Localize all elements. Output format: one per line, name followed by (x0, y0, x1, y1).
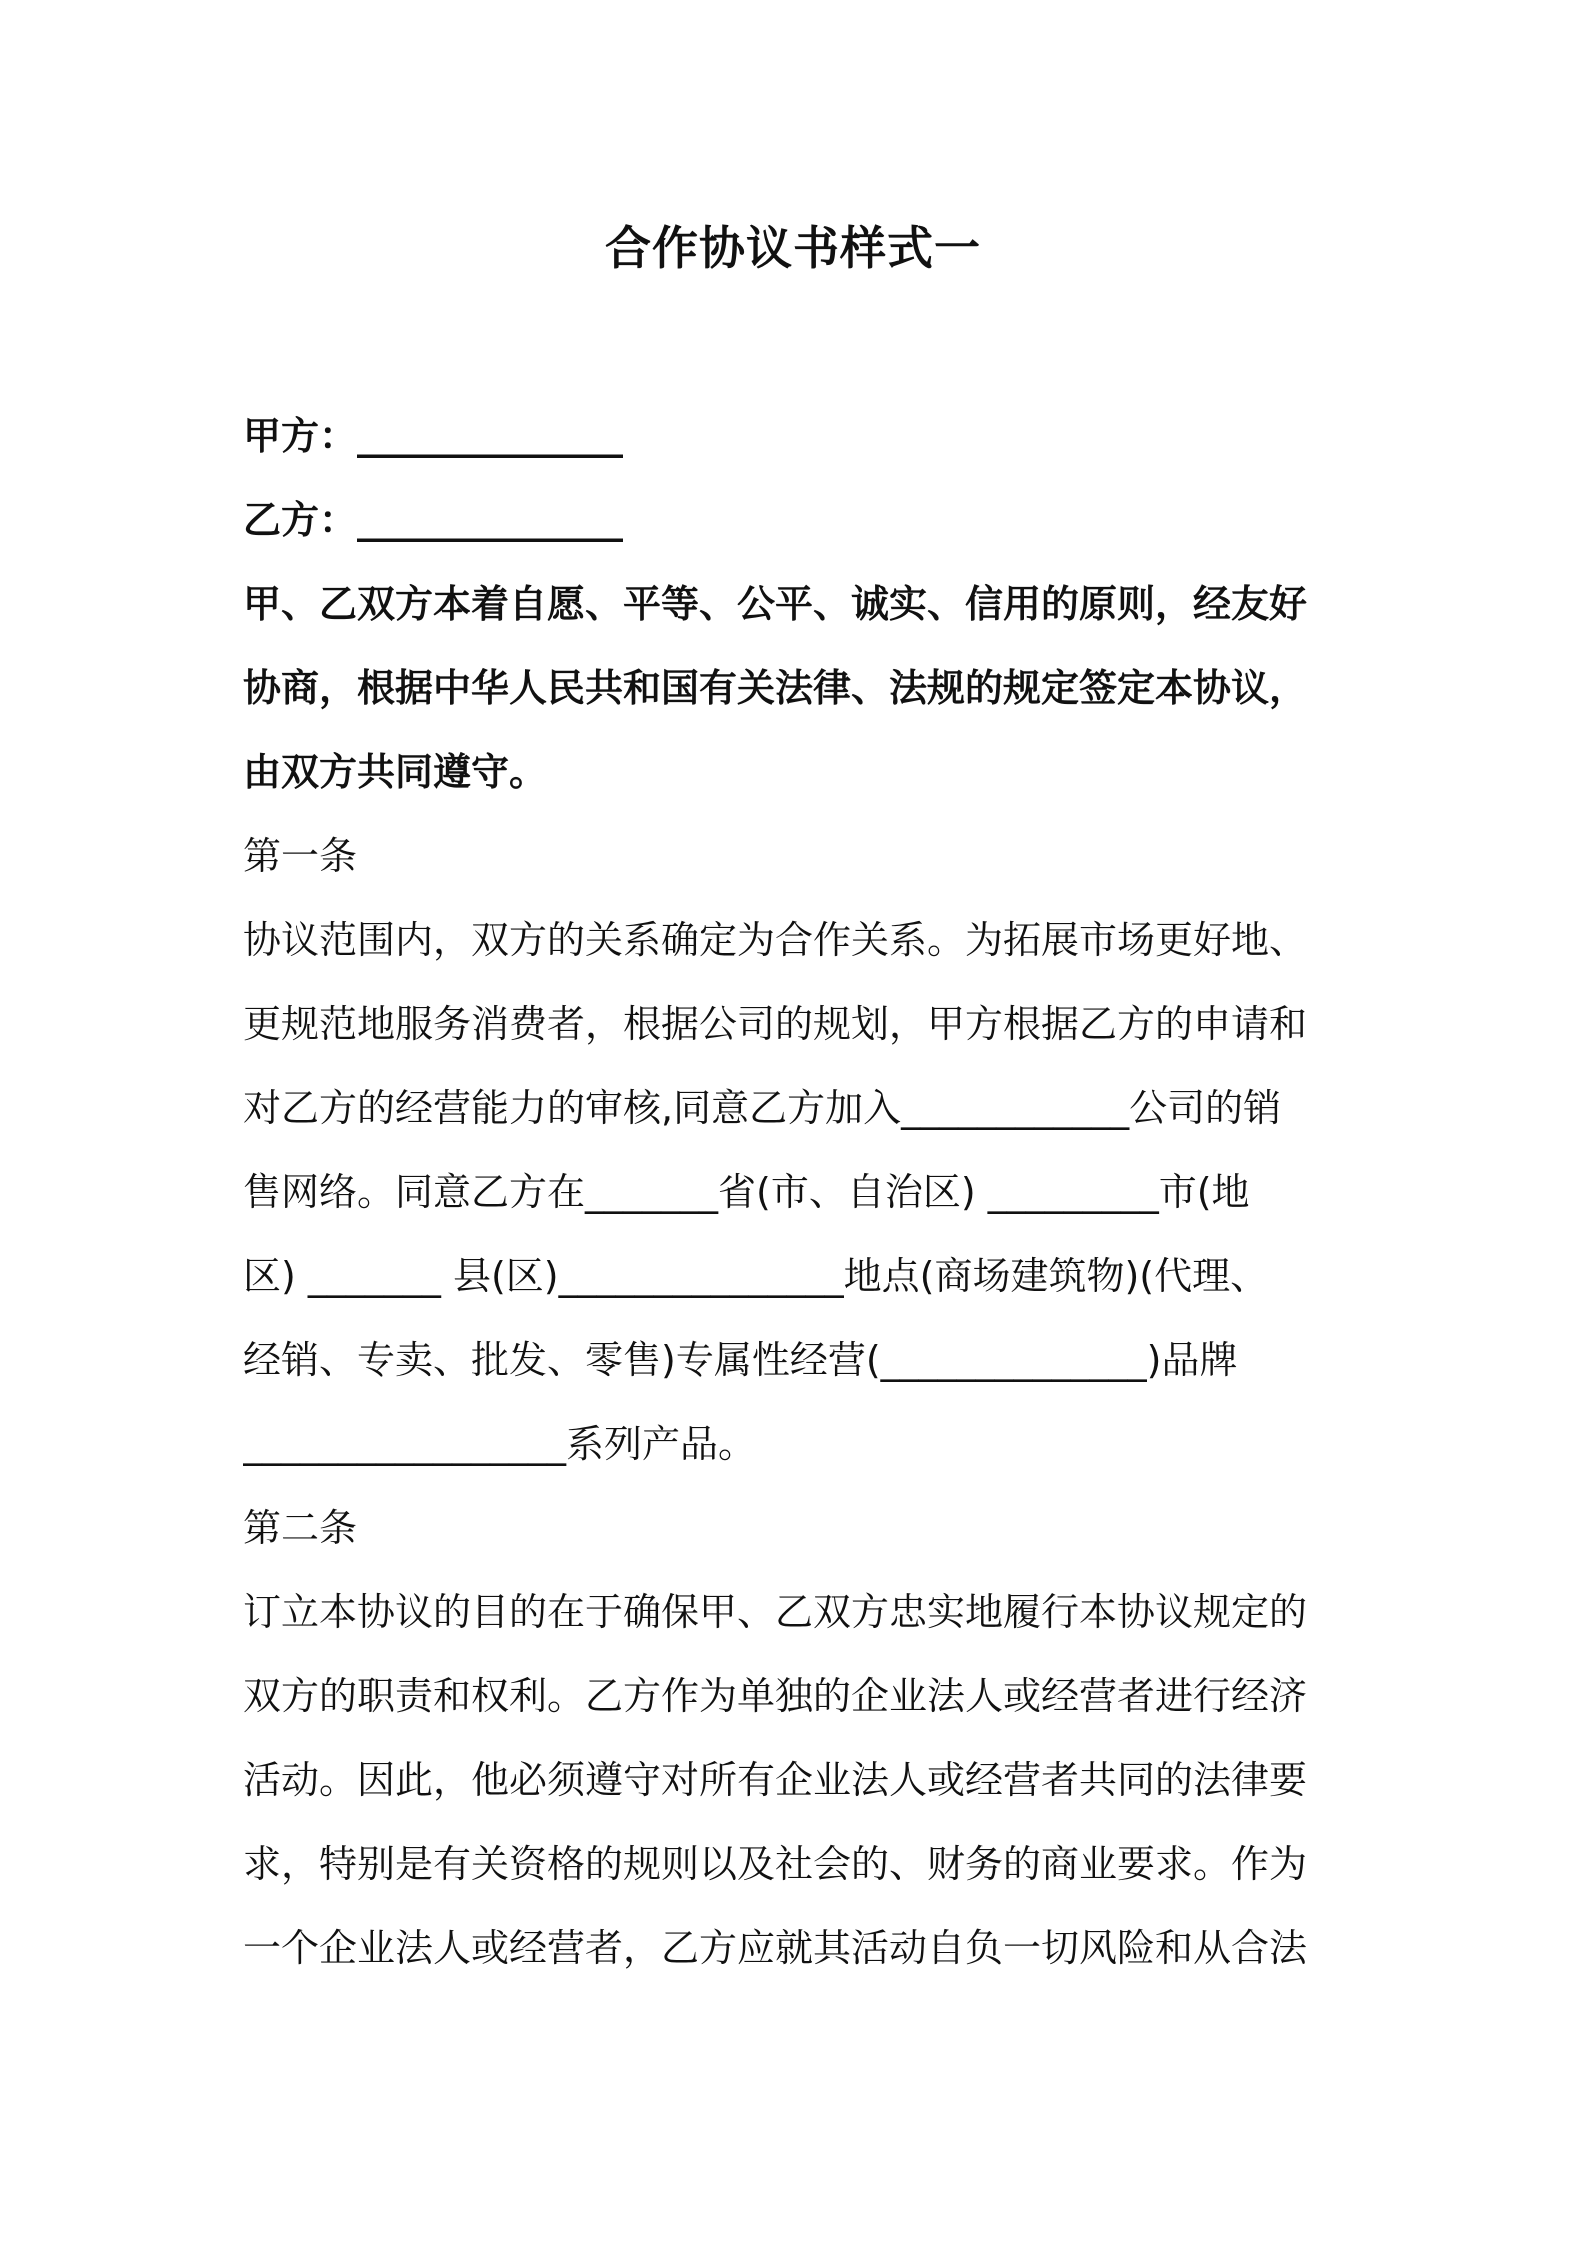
article-1-line: 经销、专卖、批发、零售)专属性经营(______________)品牌 (243, 1338, 1238, 1382)
article-1-line: _________________系列产品。 (243, 1422, 757, 1466)
article-1-line: 更规范地服务消费者，根据公司的规划，甲方根据乙方的申请和 (243, 1002, 1308, 1046)
article-2-line: 双方的职责和权利。乙方作为单独的企业法人或经营者进行经济 (243, 1674, 1308, 1718)
article-1-line: 区) _______ 县(区)_______________地点(商场建筑物)(代理、 (243, 1254, 1269, 1298)
preamble-line: 甲、乙双方本着自愿、平等、公平、诚实、信用的原则，经友好 (243, 582, 1308, 626)
document-title: 合作协议书样式一 (605, 221, 981, 275)
party-b-line: 乙方：______________ (243, 498, 624, 542)
article-1-line: 售网络。同意乙方在_______省(市、自治区) _________市(地 (243, 1170, 1250, 1214)
article-2-line: 活动。因此，他必须遵守对所有企业法人或经营者共同的法律要 (243, 1758, 1308, 1802)
preamble-line: 协商，根据中华人民共和国有关法律、法规的规定签定本协议， (243, 666, 1308, 710)
party-a-line: 甲方：______________ (243, 414, 624, 458)
article-2-line: 订立本协议的目的在于确保甲、乙双方忠实地履行本协议规定的 (243, 1590, 1308, 1634)
article-1-line: 协议范围内，双方的关系确定为合作关系。为拓展市场更好地、 (243, 918, 1308, 962)
article-2-line: 一个企业法人或经营者，乙方应就其活动自负一切风险和从合法 (243, 1926, 1308, 1970)
article-1-line: 对乙方的经营能力的审核,同意乙方加入____________公司的销 (243, 1086, 1282, 1130)
article-1-heading: 第一条 (243, 834, 358, 878)
preamble-line: 由双方共同遵守。 (243, 750, 548, 794)
article-2-heading: 第二条 (243, 1506, 358, 1550)
article-2-line: 求，特别是有关资格的规则以及社会的、财务的商业要求。作为 (243, 1842, 1308, 1886)
